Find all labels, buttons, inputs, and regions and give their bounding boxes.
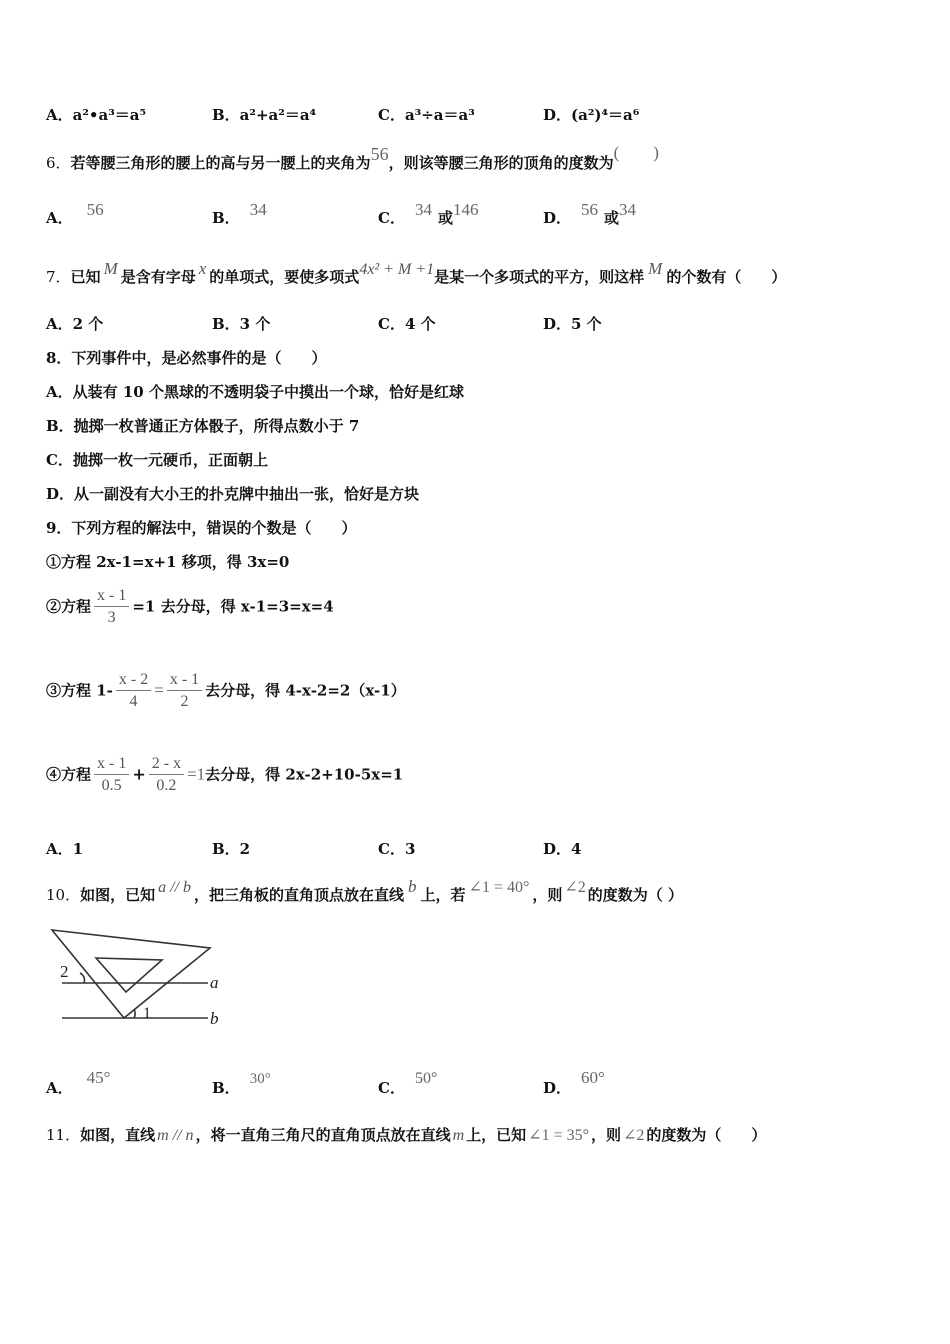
q8-option-d: D．从一副没有大小王的扑克牌中抽出一张，恰好是方块 — [46, 485, 420, 503]
q9-statement-1: ①方程 2x-1=x+1 移项，得 3x=0 — [46, 553, 290, 571]
q5-option-d: D．(a²)⁴＝a⁶ — [543, 106, 640, 124]
q10-figure — [50, 926, 230, 1036]
q10-option-d: D．60° — [543, 1068, 605, 1097]
q5-option-a: A．a²•a³＝a⁵ — [46, 106, 147, 124]
fig-label-2: 2 — [60, 962, 69, 981]
q10-option-c: C．50° — [378, 1070, 438, 1097]
q8-option-a: A．从装有 10 个黑球的不透明袋子中摸出一个球，恰好是红球 — [46, 383, 464, 401]
q7-option-b: B．3 个 — [212, 315, 271, 333]
q7-stem: 7．已知 M 是含有字母 x 的单项式，要使多项式4x² + M +1是某一个多项式的平方，则这样 M 的个数有（ ） — [46, 259, 787, 286]
q7-option-d: D．5 个 — [543, 315, 602, 333]
q10-stem: 10．如图，已知 a // b ，把三角板的直角顶点放在直线 b 上，若 ∠1 = 40° ，则 ∠2 的度数为（ ） — [46, 877, 684, 904]
q5-option-b: B．a²+a²＝a⁴ — [212, 106, 317, 124]
large-triangle — [52, 930, 210, 1018]
fig-label-b: b — [210, 1009, 219, 1028]
fraction: $\frac{x - 1}{2}$ — [167, 670, 202, 713]
q9-option-d: D．4 — [543, 840, 582, 858]
q9-option-a: A．1 — [46, 840, 84, 858]
q10-option-a: A．45° — [46, 1068, 111, 1097]
q9-statement-3: ③方程 1- $\frac{x - 2}{4}$ = $\frac{x - 1}{2}$ 去分母，得 4-x-2=2（x-1） — [46, 670, 406, 713]
fraction: $\frac{x - 2}{4}$ — [116, 670, 151, 713]
fig-label-a: a — [210, 973, 219, 992]
q9-statement-2: ②方程 $\frac{x - 1}{3}$ =1 去分母，得 x-1=3=x=4 — [46, 586, 334, 629]
q6-option-c: C． 34 或146 — [378, 200, 479, 227]
q9-option-c: C．3 — [378, 840, 416, 858]
q6-option-b: B． 34 — [212, 200, 267, 227]
fraction: $\frac{x - 1}{3}$ — [94, 586, 129, 629]
q7-option-c: C．4 个 — [378, 315, 436, 333]
q9-stem: 9．下列方程的解法中，错误的个数是（ ） — [46, 519, 357, 537]
q11-stem: 11．如图，直线 m // n ，将一直角三角尺的直角顶点放在直线 m 上，已知 ∠1 = 35° ，则 ∠2 的度数为（ ） — [46, 1126, 767, 1144]
q7-option-a: A．2 个 — [46, 315, 104, 333]
q8-stem: 8．下列事件中，是必然事件的是（ ） — [46, 349, 327, 367]
q5-option-c: C．a³÷a＝a³ — [378, 106, 475, 124]
q9-statement-4: ④方程 $\frac{x - 1}{0.5}$ + $\frac{2 - x}{0.2}$ =1去分母，得 2x-2+10-5x=1 — [46, 754, 403, 797]
fig-label-1: 1 — [143, 1005, 151, 1022]
small-triangle — [96, 958, 162, 992]
angle-1-arc — [134, 1009, 135, 1018]
angle-2-arc — [80, 973, 85, 983]
q8-option-c: C．抛掷一枚一元硬币，正面朝上 — [46, 451, 268, 469]
q6-option-a: A． 56 — [46, 200, 104, 227]
q8-option-b: B．抛掷一枚普通正方体骰子，所得点数小于 7 — [46, 417, 360, 435]
fraction: $\frac{x - 1}{0.5}$ — [94, 754, 129, 797]
q9-option-b: B．2 — [212, 840, 251, 858]
fraction: $\frac{2 - x}{0.2}$ — [149, 754, 184, 797]
q6-option-d: D． 56 或34 — [543, 200, 637, 227]
q6-stem: 6．若等腰三角形的腰上的高与另一腰上的夹角为56，则该等腰三角形的顶角的度数为( ) — [46, 143, 659, 172]
q10-option-b: B． 30° — [212, 1071, 271, 1097]
